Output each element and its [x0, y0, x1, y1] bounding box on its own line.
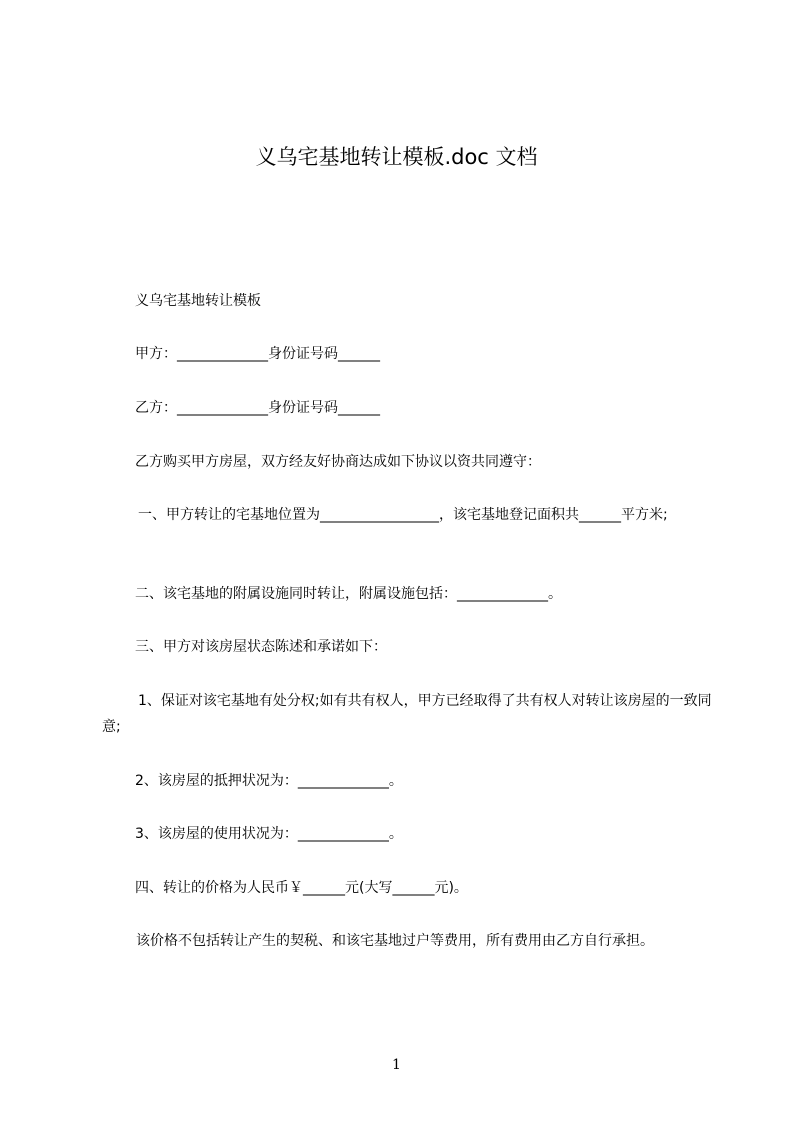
paragraph-clause-3-item-3: 3、该房屋的使用状况为：_____________。	[135, 826, 403, 842]
paragraph-price-note: 该价格不包括转让产生的契税、和该宅基地过户等费用，所有费用由乙方自行承担。	[136, 933, 654, 949]
paragraph-clause-4: 四、转让的价格为人民币￥______元(大写______元)。	[135, 880, 468, 896]
paragraph-party-b: 乙方：_____________身份证号码______	[135, 400, 380, 416]
page-number: 1	[392, 1057, 401, 1073]
paragraph-clause-3: 三、甲方对该房屋状态陈述和承诺如下：	[135, 639, 387, 655]
document-title: 义乌宅基地转让模板.doc 文档	[255, 145, 538, 169]
paragraph-clause-2: 二、该宅基地的附属设施同时转让，附属设施包括：_____________。	[135, 586, 562, 602]
paragraph-heading: 义乌宅基地转让模板	[135, 293, 261, 309]
paragraph-clause-3-item-2: 2、该房屋的抵押状况为：_____________。	[135, 773, 403, 789]
paragraph-intro: 乙方购买甲方房屋，双方经友好协商达成如下协议以资共同遵守：	[135, 454, 541, 470]
paragraph-clause-1: 一、甲方转让的宅基地位置为_________________，该宅基地登记面积共______平方米;	[138, 507, 668, 523]
paragraph-party-a: 甲方：_____________身份证号码______	[135, 346, 380, 362]
paragraph-clause-3-item-1: 1、保证对该宅基地有处分权;如有共有权人，甲方已经取得了共有权人对转让该房屋的一致同意;	[102, 693, 712, 735]
